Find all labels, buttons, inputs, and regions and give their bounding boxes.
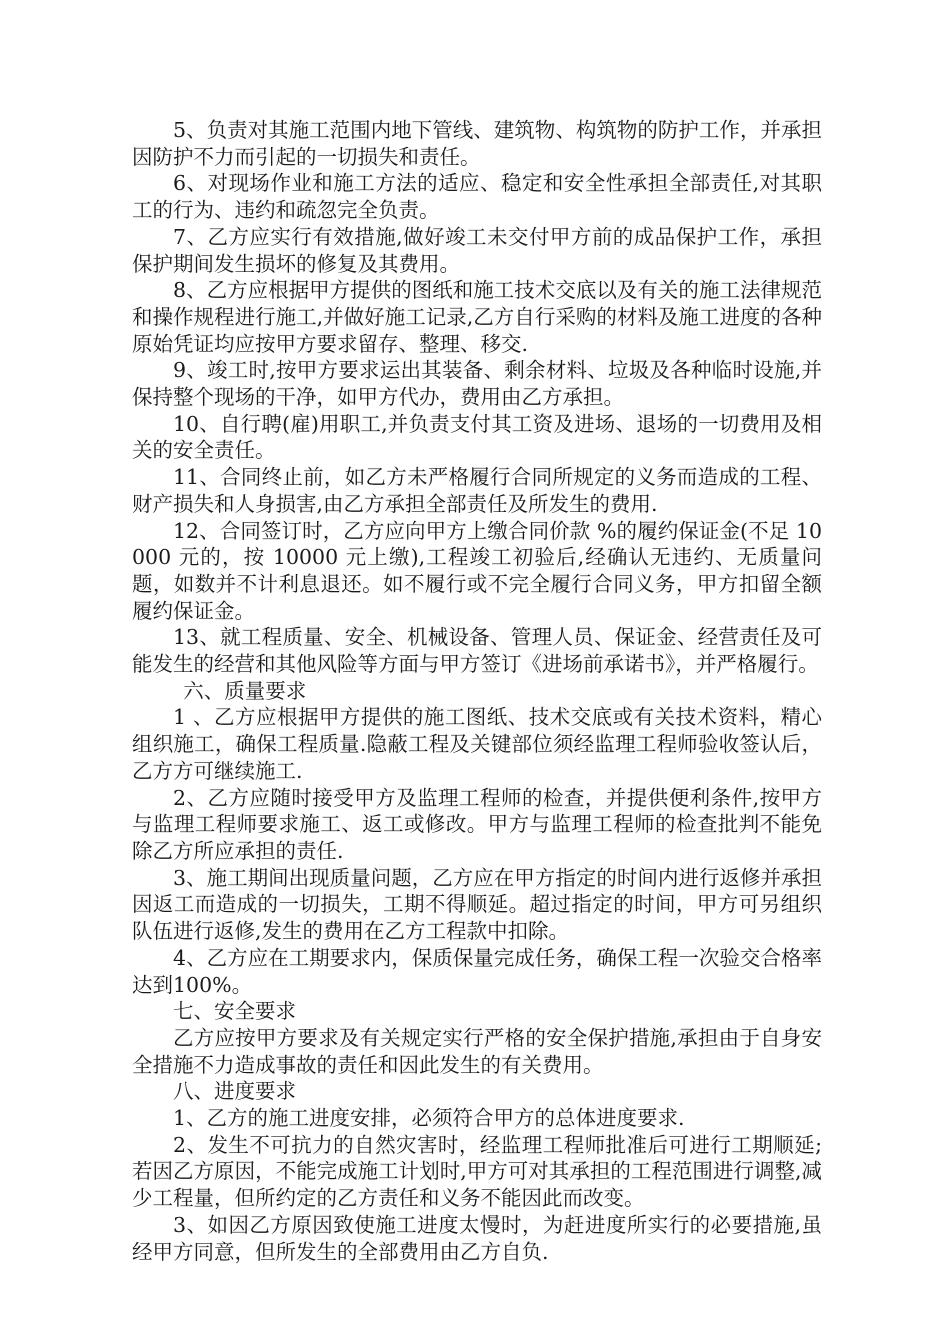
section-heading: 七、安全要求 <box>173 999 296 1024</box>
clause-paragraph: 乙方应按甲方要求及有关规定实行严格的安全保护措施,承担由于自身安全措施不力造成事故的责任和因此发生的有关费用。 <box>132 1025 822 1077</box>
clause-paragraph: 13、就工程质量、安全、机械设备、管理人员、保证金、经营责任及可能发生的经营和其他风险等方面与甲方签订《进场前承诺书》，并严格履行。 <box>132 625 822 677</box>
clause-paragraph: 8、乙方应根据甲方提供的图纸和施工技术交底以及有关的施工法律规范和操作规程进行施工,并做好施工记录,乙方自行采购的材料及施工进度的各种原始凭证均应按甲方要求留存、整理、移交. <box>132 278 822 356</box>
clause-paragraph: 1、乙方的施工进度安排，必须符合甲方的总体进度要求. <box>173 1106 685 1131</box>
clause-paragraph: 3、如因乙方原因致使施工进度太慢时，为赶进度所实行的必要措施,虽经甲方同意，但所发生的全部费用由乙方自负. <box>132 1212 822 1264</box>
clause-paragraph: 5、负责对其施工范围内地下管线、建筑物、构筑物的防护工作，并承担因防护不力而引起的一切损失和责任。 <box>132 118 822 169</box>
clause-paragraph: 9、竣工时,按甲方要求运出其装备、剩余材料、垃圾及各种临时设施,并保持整个现场的干净，如甲方代办，费用由乙方承担。 <box>132 358 822 410</box>
document-body <box>132 117 822 1265</box>
section-heading: 八、进度要求 <box>173 1079 296 1104</box>
section-heading: 六、质量要求 <box>183 678 307 703</box>
clause-paragraph: 12、合同签订时，乙方应向甲方上缴合同价款 %的履约保证金(不足 10000 元的，按 10000 元上缴),工程竣工初验后,经确认无违约、无质量问题，如数并不计利息退还。如不履行或不完全履行合同义务，甲方扣留全额履约保证金。 <box>132 518 822 623</box>
clause-paragraph: 1 、乙方应根据甲方提供的施工图纸、技术交底或有关技术资料，精心组织施工，确保工程质量.隐蔽工程及关键部位须经监理工程师验收签认后，乙方方可继续施工. <box>132 705 822 783</box>
clause-paragraph: 10、自行聘(雇)用职工,并负责支付其工资及进场、退场的一切费用及相关的安全责任。 <box>132 411 822 463</box>
clause-paragraph: 11、合同终止前，如乙方未严格履行合同所规定的义务而造成的工程、财产损失和人身损害,由乙方承担全部责任及所发生的费用. <box>132 465 822 516</box>
clause-paragraph: 4、乙方应在工期要求内，保质保量完成任务，确保工程一次验交合格率达到100%。 <box>132 945 822 997</box>
clause-paragraph: 2、发生不可抗力的自然灾害时，经监理工程师批准后可进行工期顺延;若因乙方原因，不能完成施工计划时,甲方可对其承担的工程范围进行调整,减少工程量，但所约定的乙方责任和义务不能因此而改变。 <box>132 1132 822 1211</box>
clause-paragraph: 6、对现场作业和施工方法的适应、稳定和安全性承担全部责任,对其职工的行为、违约和疏忽完全负责。 <box>132 171 822 223</box>
clause-paragraph: 7、乙方应实行有效措施,做好竣工未交付甲方前的成品保护工作，承担保护期间发生损坏的修复及其费用。 <box>132 224 822 276</box>
clause-paragraph: 2、乙方应随时接受甲方及监理工程师的检查，并提供便利条件,按甲方与监理工程师要求施工、返工或修改。甲方与监理工程师的检查批判不能免除乙方所应承担的责任. <box>132 785 822 863</box>
clause-paragraph: 3、施工期间出现质量问题，乙方应在甲方指定的时间内进行返修并承担因返工而造成的一切损失，工期不得顺延。超过指定的时间，甲方可另组织队伍进行返修,发生的费用在乙方工程款中扣除。 <box>132 865 822 944</box>
